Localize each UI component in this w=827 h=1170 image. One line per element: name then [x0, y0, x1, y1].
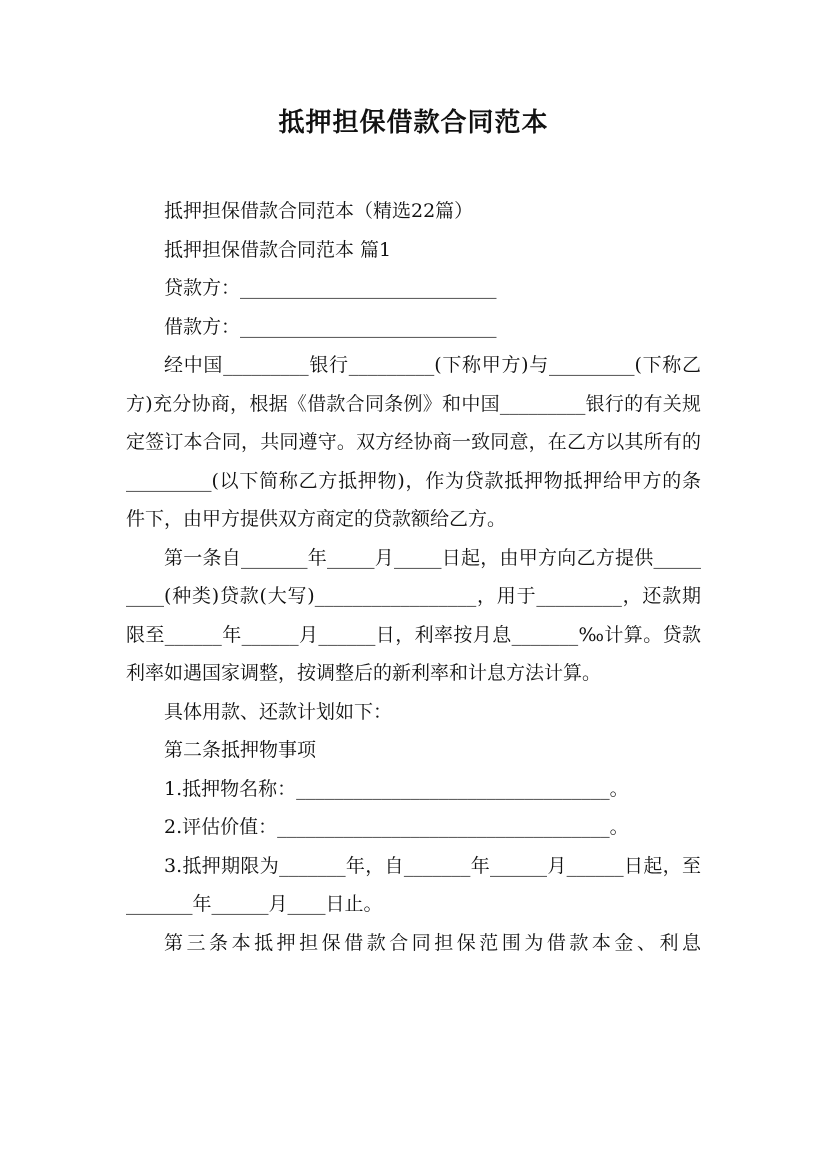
subtitle-paragraph: 抵押担保借款合同范本（精选22篇）	[164, 200, 474, 222]
repayment-plan-line: 具体用款、还款计划如下：	[164, 700, 393, 723]
document-body	[126, 192, 701, 962]
section-heading: 抵押担保借款合同范本 篇1	[164, 238, 392, 261]
article-three-paragraph: 第三条本抵押担保借款合同担保范围为借款本金、利息	[164, 931, 701, 954]
article-two-heading: 第二条抵押物事项	[164, 739, 317, 761]
mortgage-term-paragraph: 3.抵押期限为_______年，自_______年______月______日起，至_______年______月____日止。	[126, 854, 701, 915]
collateral-name-line: 1.抵押物名称：_________________________________。	[164, 777, 629, 800]
document-title: 抵押担保借款合同范本	[278, 108, 549, 138]
valuation-line: 2.评估价值：___________________________________。	[164, 816, 629, 838]
intro-paragraph: 经中国_________银行_________(下称甲方)与_________(下称乙方)充分协商，根据《借款合同条例》和中国_________银行的有关规定签订本合同，共同遵守。双方经协商一致同意，在乙方以其所有的_________(以下简称乙方抵押物)，作为贷款抵押物抵押给甲方的条件下，由甲方提供双方商定的贷款额给乙方。	[126, 354, 701, 530]
article-one-paragraph: 第一条自_______年_____月_____日起，由甲方向乙方提供_________(种类)贷款(大写)_________________，用于_________，还款期限至______年______月______日，利率按月息_______‰计算。贷款利率如遇国家调整，按调整后的新利率和计息方法计算。	[126, 546, 701, 684]
lender-line: 贷款方：___________________________	[164, 277, 497, 299]
borrower-line: 借款方：___________________________	[164, 315, 497, 338]
